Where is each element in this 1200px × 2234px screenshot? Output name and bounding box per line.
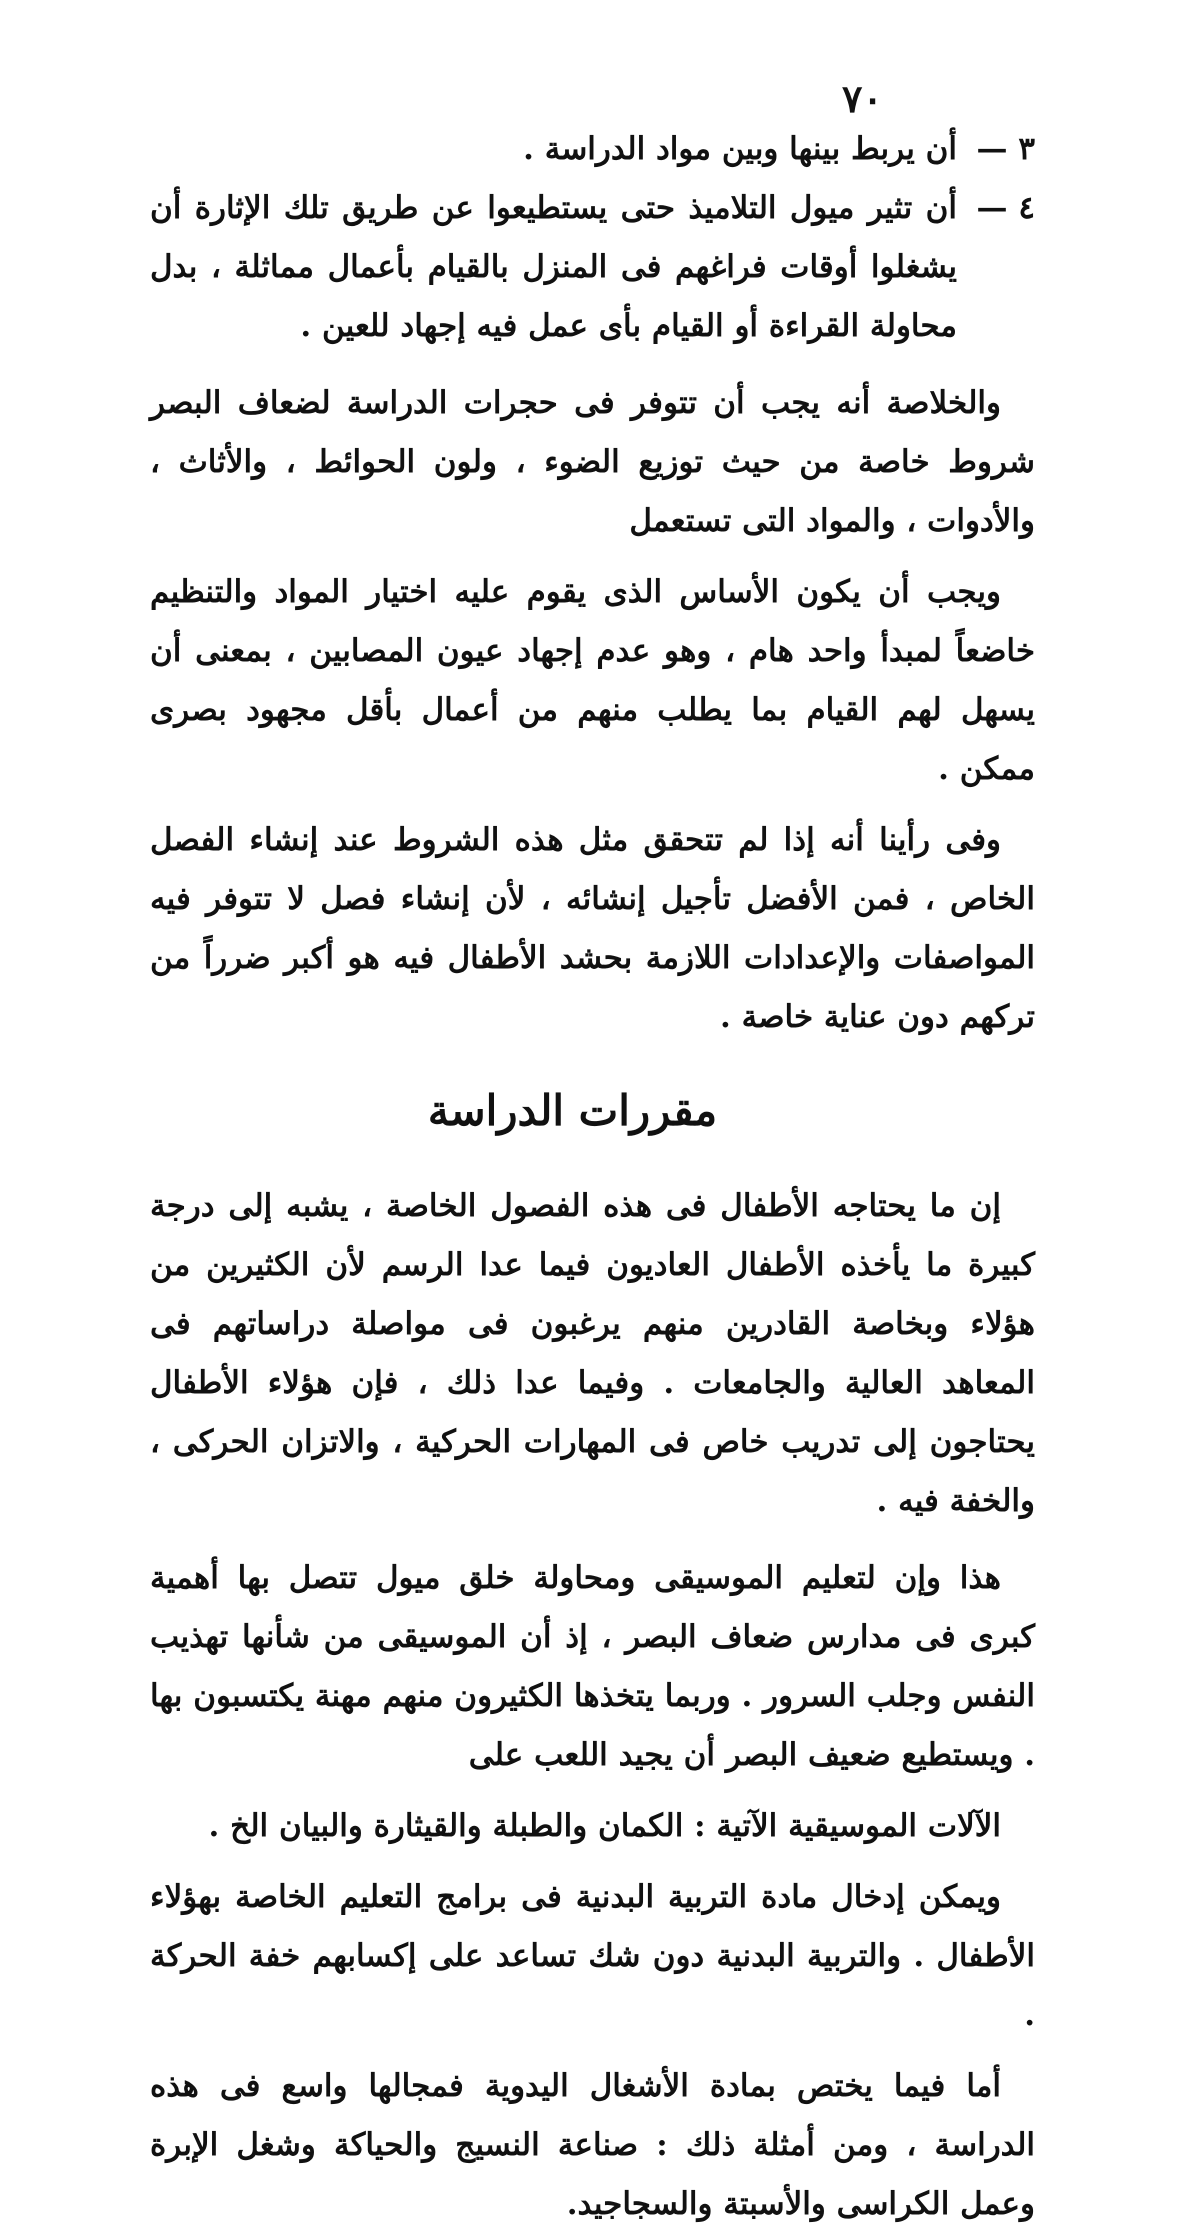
page-body bbox=[150, 120, 1035, 2234]
list-item-number: ٣ — bbox=[976, 131, 1035, 167]
list-item-number: ٤ — bbox=[976, 190, 1035, 226]
list-item-3 bbox=[150, 120, 1035, 179]
section-heading: مقررات الدراسة bbox=[427, 1086, 718, 1135]
paragraph-physical-education: ويمكن إدخال مادة التربية البدنية فى برامج التعليم الخاصة بهؤلاء الأطفال . والتربية البدنية دون شك تساعد على إكسابهم خفة الحركة . bbox=[150, 1879, 1035, 2033]
paragraph-foundation: ويجب أن يكون الأساس الذى يقوم عليه اختيار المواد والتنظيم خاضعاً لمبدأ واحد هام ، وهو عدم إجهاد عيون المصابين ، بمعنى أن يسهل لهم القيام بما يطلب منهم من أعمال بأقل مجهود بصرى ممكن . bbox=[150, 574, 1035, 787]
paragraph-conclusion: والخلاصة أنه يجب أن تتوفر فى حجرات الدراسة لضعاف البصر شروط خاصة من حيث توزيع الضوء ، ولون الحوائط ، والأثاث ، والأدوات ، والمواد التى تستعمل bbox=[150, 385, 1035, 539]
list-item-text: أن تثير ميول التلاميذ حتى يستطيعوا عن طريق تلك الإثارة أن يشغلوا أوقات فراغهم فى المنزل بالقيام بأعمال مماثلة ، بدل محاولة القراءة أو القيام بأى عمل فيه إجهاد للعين . bbox=[150, 190, 957, 344]
list-item-4 bbox=[150, 179, 1035, 356]
paragraph-music: هذا وإن لتعليم الموسيقى ومحاولة خلق ميول تتصل بها أهمية كبرى فى مدارس ضعاف البصر ، إذ أن الموسيقى من شأنها تهذيب النفس وجلب السرور . وربما يتخذها الكثيرون منهم مهنة يكتسبون بها . ويستطيع ضعيف البصر أن يجيد اللعب على bbox=[150, 1560, 1035, 1773]
paragraph-needs: إن ما يحتاجه الأطفال فى هذه الفصول الخاصة ، يشبه إلى درجة كبيرة ما يأخذه الأطفال العاديون فيما عدا الرسم لأن الكثيرين من هؤلاء وبخاصة القادرين منهم يرغبون فى مواصلة دراساتهم فى المعاهد العالية والجامعات . وفيما عدا ذلك ، فإن هؤلاء الأطفال يحتاجون إلى تدريب خاص فى المهارات الحركية ، والاتزان الحركى ، والخفة فيه . bbox=[150, 1188, 1035, 1519]
paragraph-handicrafts: أما فيما يختص بمادة الأشغال اليدوية فمجالها واسع فى هذه الدراسة ، ومن أمثلة ذلك : صناعة النسيج والحياكة وشغل الإبرة وعمل الكراسى والأسبتة والسجاجيد. bbox=[150, 2068, 1035, 2222]
paragraph-opinion: وفى رأينا أنه إذا لم تتحقق مثل هذه الشروط عند إنشاء الفصل الخاص ، فمن الأفضل تأجيل إنشائه ، لأن إنشاء فصل لا تتوفر فيه المواصفات والإعدادات اللازمة بحشد الأطفال فيه هو أكبر ضرراً من تركهم دون عناية خاصة . bbox=[150, 822, 1035, 1035]
list-item-text: أن يربط بينها وبين مواد الدراسة . bbox=[523, 131, 957, 167]
page-number: ٧٠ bbox=[842, 76, 883, 121]
paragraph-instruments: الآلات الموسيقية الآتية : الكمان والطبلة والقيثارة والبيان الخ . bbox=[208, 1808, 1001, 1844]
